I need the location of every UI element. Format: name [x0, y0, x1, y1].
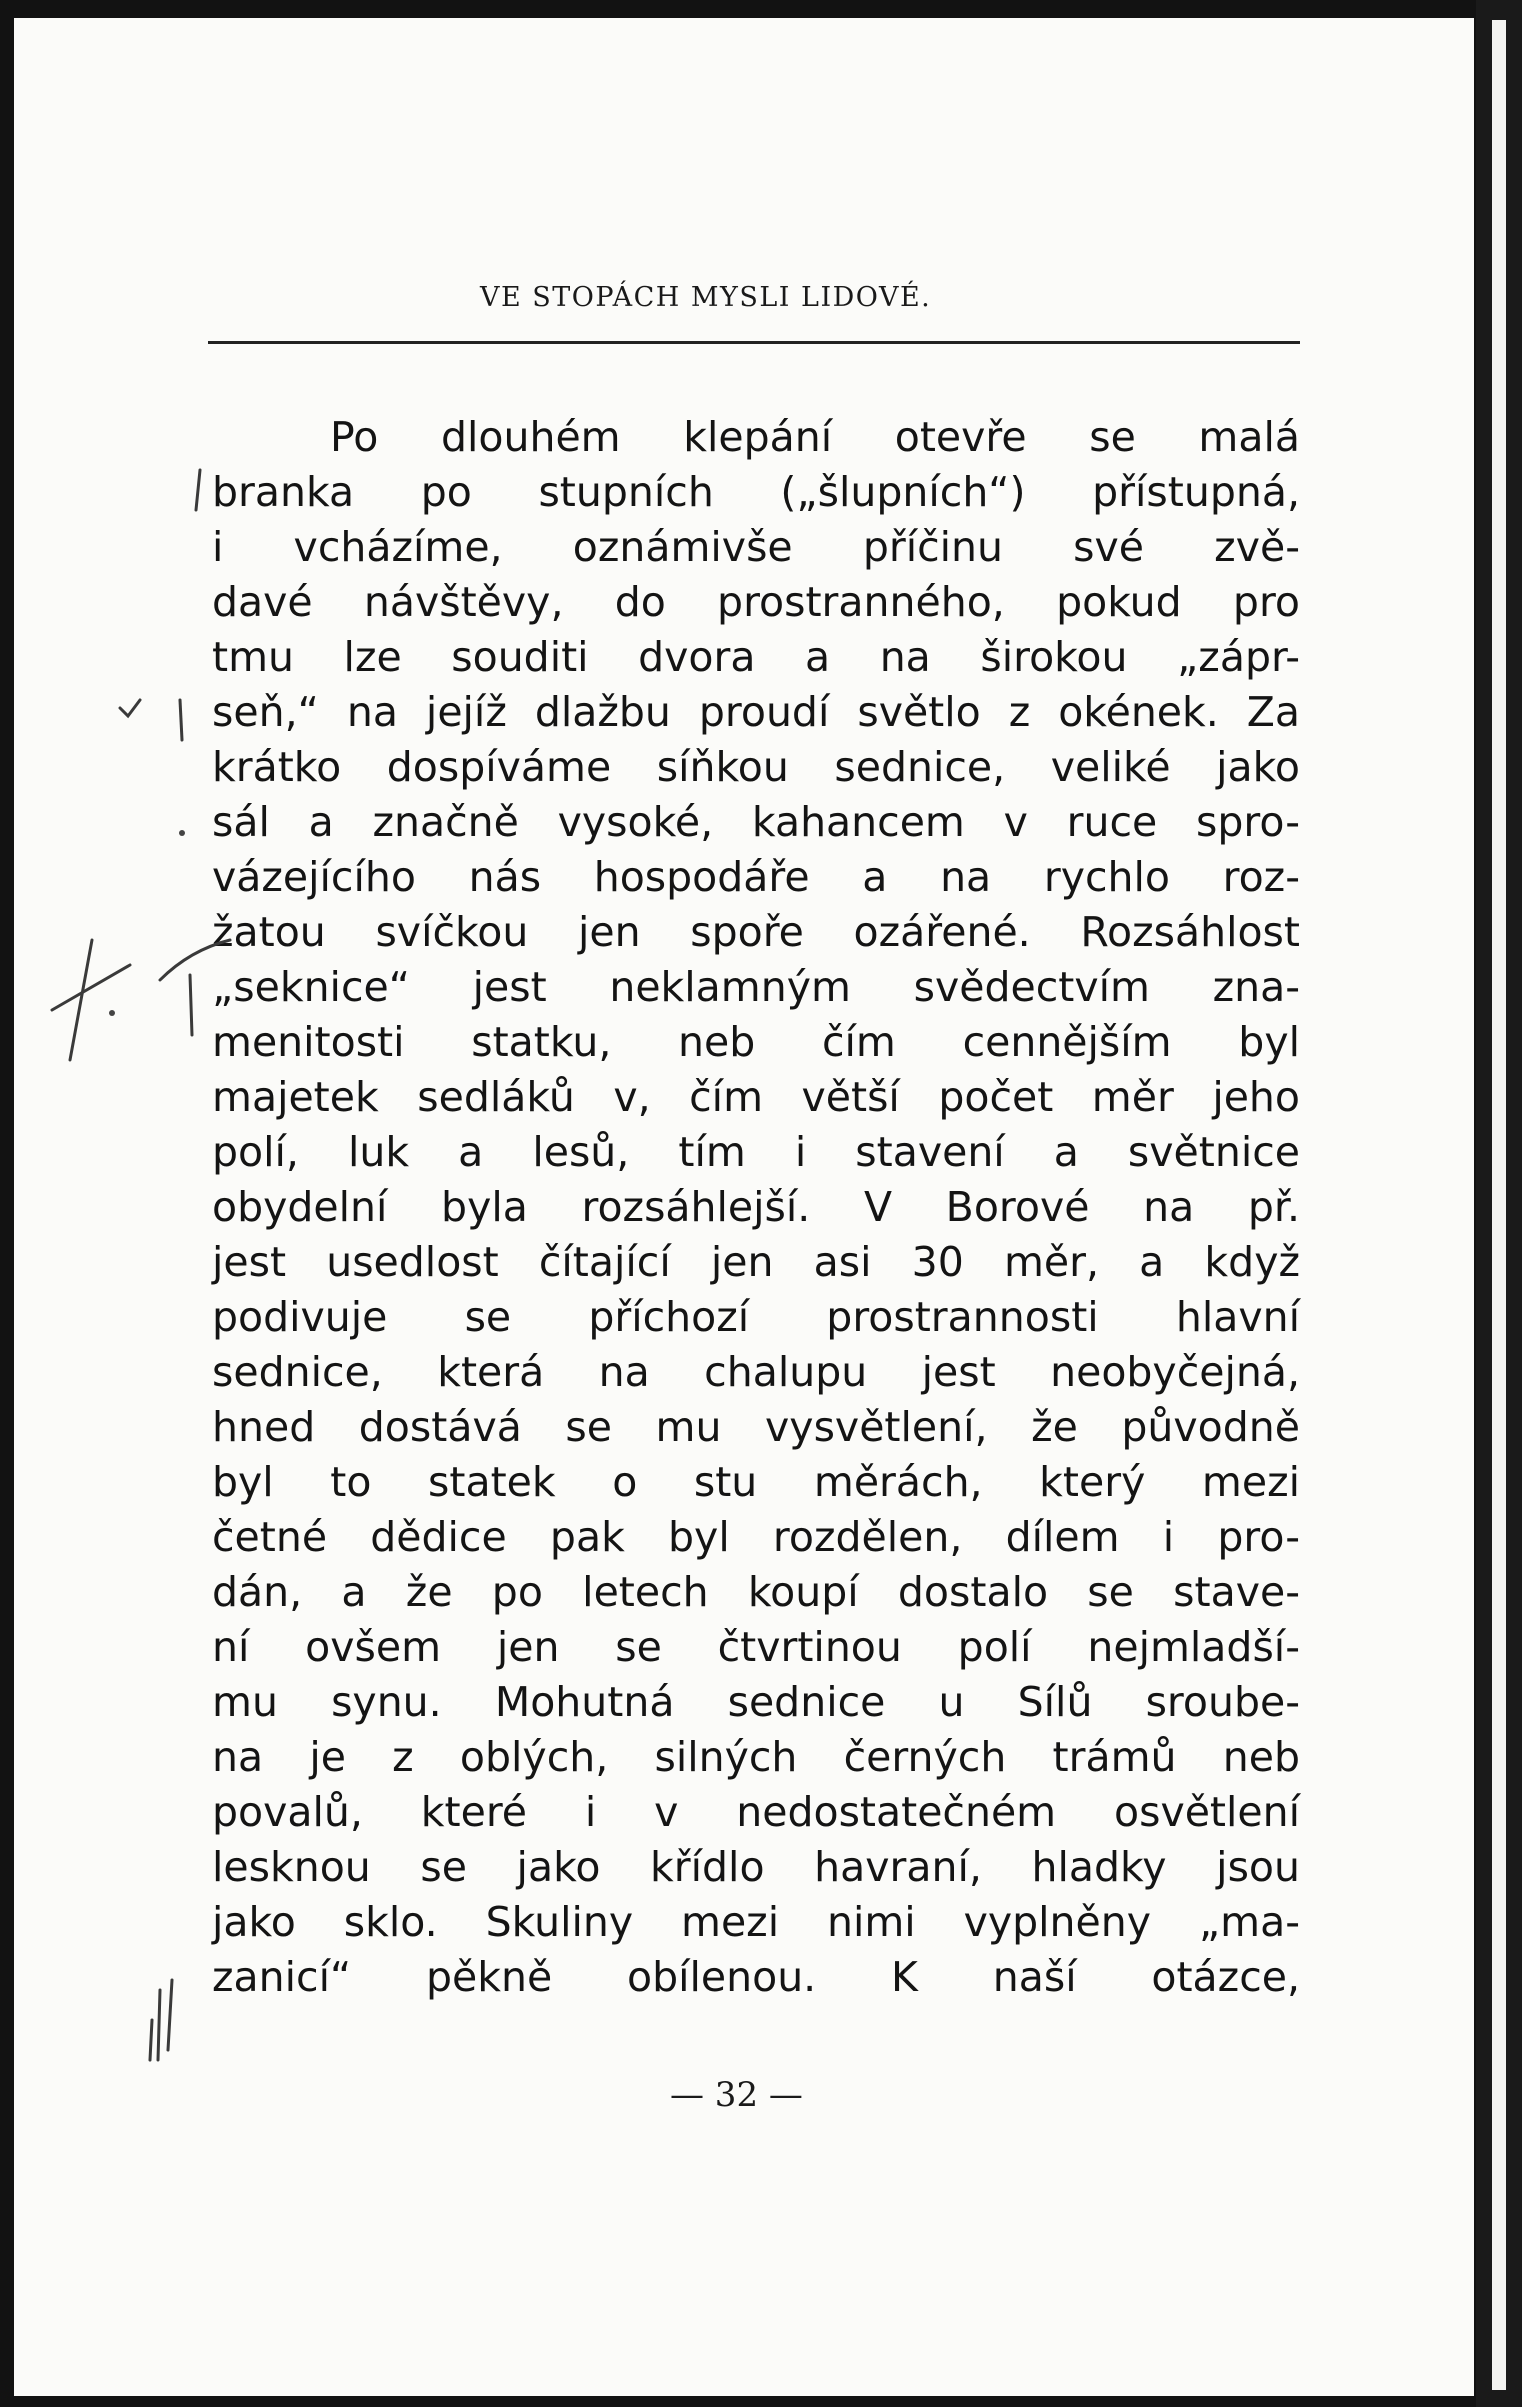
text-line: sednice, která na chalupu jest neobyčejná,	[212, 1348, 1300, 1396]
text-line: vázejícího nás hospodáře a na rychlo roz-	[212, 853, 1300, 901]
text-line: obydelní byla rozsáhlejší. V Borové na př.	[212, 1183, 1300, 1231]
pencil-dot	[109, 1010, 115, 1016]
text-line: žatou svíčkou jen spoře ozářené. Rozsáhlost	[212, 908, 1300, 956]
text-line: na je z oblých, silných černých trámů neb	[212, 1733, 1300, 1781]
text-line: mu synu. Mohutná sednice u Sílů sroube-	[212, 1678, 1300, 1726]
text-line: krátko dospíváme síňkou sednice, veliké jako	[212, 743, 1300, 791]
text-line: zanicí“ pěkně obílenou. K naší otázce,	[212, 1953, 1300, 2001]
text-line: majetek sedláků v, čím větší počet měr jeho	[212, 1073, 1300, 1121]
text-line: ní ovšem jen se čtvrtinou polí nejmladší-	[212, 1623, 1300, 1671]
text-line: podivuje se příchozí prostrannosti hlavní	[212, 1293, 1300, 1341]
text-line: povalů, které i v nedostatečném osvětlení	[212, 1788, 1300, 1836]
pencil-stroke	[168, 1980, 172, 2050]
pencil-stroke	[190, 975, 192, 1035]
text-line: seň,“ na jejíž dlažbu proudí světlo z okének. Za	[212, 688, 1300, 736]
text-line: jest usedlost čítající jen asi 30 měr, a když	[212, 1238, 1300, 1286]
text-line: Po dlouhém klepání otevře se malá	[330, 413, 1300, 461]
pencil-tick	[120, 700, 140, 716]
text-line: lesknou se jako křídlo havraní, hladky jsou	[212, 1843, 1300, 1891]
pencil-stroke-slash	[70, 940, 92, 1060]
text-line: sál a značně vysoké, kahancem v ruce spro-	[212, 798, 1300, 846]
text-line: jako sklo. Skuliny mezi nimi vyplněny „ma-	[212, 1898, 1300, 1946]
pencil-curve	[160, 940, 230, 980]
text-line: davé návštěvy, do prostranného, pokud pro	[212, 578, 1300, 626]
text-line: branka po stupních („šlupních“) přístupná,	[212, 468, 1300, 516]
pencil-stroke-cross	[52, 965, 130, 1010]
pencil-stroke	[180, 700, 182, 740]
text-line: četné dědice pak byl rozdělen, dílem i pro-	[212, 1513, 1300, 1561]
text-line: menitosti statku, neb čím cennějším byl	[212, 1018, 1300, 1066]
pencil-stroke	[150, 2020, 152, 2060]
text-line: i vcházíme, oznámivše příčinu své zvě-	[212, 523, 1300, 571]
text-line: hned dostává se mu vysvětlení, že původně	[212, 1403, 1300, 1451]
pencil-stroke	[196, 470, 200, 510]
text-line: byl to statek o stu měrách, který mezi	[212, 1458, 1300, 1506]
page-number: — 32 —	[670, 2075, 803, 2115]
pencil-stroke	[158, 1990, 160, 2060]
text-line: tmu lze souditi dvora a na širokou „zápr-	[212, 633, 1300, 681]
running-head: VE STOPÁCH MYSLI LIDOVÉ.	[480, 282, 932, 313]
text-line: polí, luk a lesů, tím i stavení a světnice	[212, 1128, 1300, 1176]
pencil-dot	[179, 830, 185, 836]
text-line: dán, a že po letech koupí dostalo se stave-	[212, 1568, 1300, 1616]
text-line: „seknice“ jest neklamným svědectvím zna-	[212, 963, 1300, 1011]
